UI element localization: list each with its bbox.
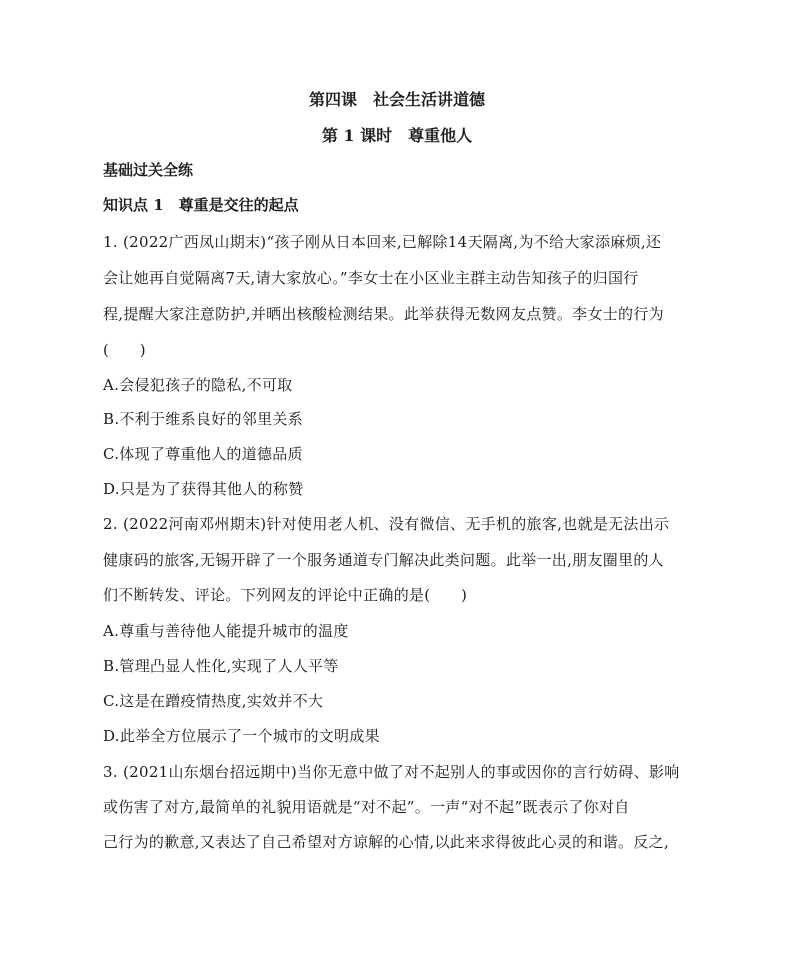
section-heading: 基础过关全练 [103,161,194,179]
q1-line-1: 1. (2022广西凤山期末)“孩子刚从日本回来,已解除14天隔离,为不给大家添麻烦,还 [103,233,662,251]
q1-line-2: 会让她再自觉隔离7天,请大家放心。”李女士在小区业主群主动告知孩子的归国行 [103,269,639,287]
q2-option-d: D.此举全方位展示了一个城市的文明成果 [103,727,380,745]
q2-option-b: B.管理凸显人性化,实现了人人平等 [103,657,339,675]
q1-option-c: C.体现了尊重他人的道德品质 [103,445,303,463]
q1-option-b: B.不利于维系良好的邻里关系 [103,410,303,428]
q2-option-c: C.这是在蹭疫情热度,实效并不大 [103,692,324,710]
q1-option-d: D.只是为了获得其他人的称赞 [103,480,304,498]
q2-line-2: 健康码的旅客,无锡开辟了一个服务通道专门解决此类问题。此举一出,朋友圈里的人 [103,551,664,569]
q3-line-3: 己行为的歉意,又表达了自己希望对方谅解的心情,以此来求得彼此心灵的和谐。反之, [103,833,670,851]
q2-option-a: A.尊重与善待他人能提升城市的温度 [103,622,349,640]
period-title: 第 1 课时 尊重他人 [321,126,473,145]
q3-line-1: 3. (2021山东烟台招远期中)当你无意中做了对不起别人的事或因你的言行妨碍、影响 [103,763,680,781]
knowledge-point-heading: 知识点 1 尊重是交往的起点 [103,196,299,214]
q2-line-3: 们不断转发、评论。下列网友的评论中正确的是( ) [103,586,468,604]
q1-option-a: A.会侵犯孩子的隐私,不可取 [103,376,293,394]
q3-line-2: 或伤害了对方,最简单的礼貌用语就是“对不起”。一声“对不起”既表示了你对自 [103,798,630,816]
q1-answer-blank: ( ) [103,341,146,359]
q2-line-1: 2. (2022河南邓州期末)针对使用老人机、没有微信、无手机的旅客,也就是无法出示 [103,515,670,533]
q1-line-3: 程,提醒大家注意防护,并晒出核酸检测结果。此举获得无数网友点赞。李女士的行为 [103,305,664,323]
lesson-title: 第四课 社会生活讲道德 [308,90,485,109]
